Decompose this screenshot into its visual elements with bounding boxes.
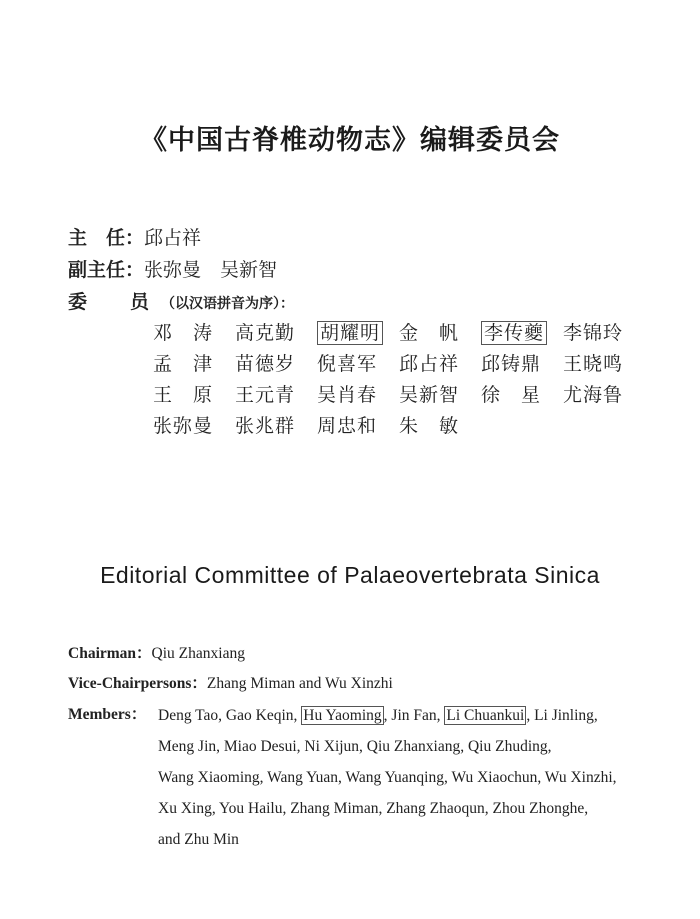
- cn-member: 周忠和: [317, 415, 378, 437]
- en-members-line-2: Meng Jin, Miao Desui, Ni Xijun, Qiu Zhanxiang, Qiu Zhuding,: [158, 738, 552, 755]
- cn-chairman-value: 邱占祥: [144, 227, 202, 249]
- en-members-list: [158, 700, 617, 855]
- cn-member: 邱占祥: [399, 353, 460, 375]
- cn-member-name: 李传夔: [481, 321, 547, 345]
- en-members-label-row: [68, 700, 146, 730]
- cn-member-name: 胡耀明: [317, 321, 383, 345]
- cn-members-grid: [153, 318, 645, 442]
- cn-member: 王元青: [235, 384, 296, 406]
- cn-member: 王 原: [153, 384, 214, 406]
- en-chairman-value: Qiu Zhanxiang: [151, 645, 245, 662]
- cn-member: 邱铸鼎: [481, 353, 542, 375]
- cn-members-row-3: [153, 380, 645, 411]
- en-members-line-3: Wang Xiaoming, Wang Yuan, Wang Yuanqing, Wu Xiaochun, Wu Xinzhi,: [158, 769, 617, 786]
- cn-member: 吴肖春: [317, 384, 378, 406]
- en-chairman-row: [68, 639, 245, 669]
- cn-members-label: 委 员: [68, 291, 162, 313]
- en-members-label: Members：: [68, 706, 147, 723]
- cn-member: 尤海鲁: [563, 384, 624, 406]
- cn-member: 王晓鸣: [563, 353, 624, 375]
- cn-member: 吴新智: [399, 384, 460, 406]
- cn-member: 苗德岁: [235, 353, 296, 375]
- cn-member: 高克勤: [235, 322, 296, 344]
- en-vice-row: [68, 669, 393, 699]
- cn-vice-value: 张弥曼 吴新智: [144, 259, 278, 281]
- chinese-title: 《中国古脊椎动物志》编辑委员会: [140, 125, 560, 156]
- cn-member: 孟 津: [153, 353, 214, 375]
- cn-member: 张弥曼: [153, 415, 214, 437]
- en-members-text: , Li Jinling,: [526, 707, 598, 724]
- en-members-line-1: [158, 700, 617, 731]
- cn-member: 金 帆: [399, 322, 460, 344]
- cn-members-note: （以汉语拼音为序）：: [161, 296, 295, 312]
- cn-member: 倪喜军: [317, 353, 378, 375]
- en-members-line-5: and Zhu Min: [158, 831, 239, 848]
- cn-members-row-4: [153, 411, 645, 442]
- cn-member: 朱 敏: [399, 415, 460, 437]
- en-chairman-label: Chairman：: [68, 645, 152, 662]
- en-vice-value: Zhang Miman and Wu Xinzhi: [206, 675, 393, 692]
- cn-member-boxed: [317, 318, 399, 349]
- cn-member: 张兆群: [235, 415, 296, 437]
- cn-member-boxed: [481, 318, 563, 349]
- cn-chairman-row: [68, 224, 201, 252]
- cn-members-row-2: [153, 349, 645, 380]
- cn-member: 徐 星: [481, 384, 542, 406]
- en-member-boxed: Li Chuankui: [446, 707, 525, 724]
- en-members-line-4: Xu Xing, You Hailu, Zhang Miman, Zhang Zhaoqun, Zhou Zhonghe,: [158, 800, 589, 817]
- cn-member: 邓 涛: [153, 322, 214, 344]
- en-member-boxed: Hu Yaoming: [303, 707, 382, 724]
- cn-vice-label: 副主任：: [68, 259, 145, 281]
- cn-members-row: [68, 288, 294, 316]
- cn-member: 李锦玲: [563, 322, 624, 344]
- cn-chairman-label: 主 任：: [68, 227, 145, 249]
- cn-vice-row: [68, 256, 277, 284]
- english-title: Editorial Committee of Palaeovertebrata Sinica: [100, 562, 600, 588]
- en-members-text: , Jin Fan,: [383, 707, 445, 724]
- cn-members-row-1: [153, 318, 645, 349]
- en-vice-label: Vice-Chairpersons：: [68, 675, 207, 692]
- en-members-text: Deng Tao, Gao Keqin,: [158, 707, 302, 724]
